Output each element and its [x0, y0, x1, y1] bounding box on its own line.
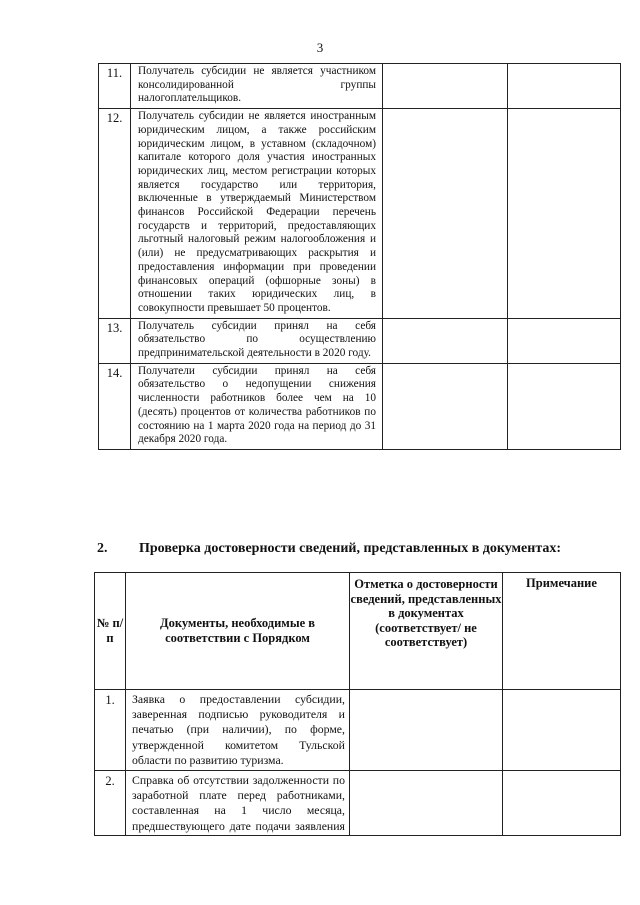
empty-cell — [350, 690, 503, 771]
section-heading — [97, 541, 561, 557]
table-row — [99, 109, 621, 319]
table-row — [99, 363, 621, 449]
page-number: 3 — [316, 40, 324, 55]
row-number: 12. — [99, 109, 131, 319]
section-number: 2. — [97, 541, 108, 556]
empty-cell — [508, 64, 621, 109]
documents-table — [94, 572, 621, 836]
empty-cell — [508, 109, 621, 319]
page-bottom-margin — [0, 836, 640, 905]
empty-cell — [383, 363, 508, 449]
empty-cell — [503, 771, 621, 836]
empty-cell — [383, 64, 508, 109]
row-text-cell — [126, 771, 350, 836]
row-number: 11. — [99, 64, 131, 109]
row-text: Получатель субсидии принял на себя обязательство по осуществлению предпринимательской деятельности в 2020 году. — [131, 318, 383, 363]
table-row — [95, 771, 621, 836]
table-row — [95, 690, 621, 771]
header-number: № п/п — [95, 573, 126, 690]
empty-cell — [383, 109, 508, 319]
empty-cell — [508, 318, 621, 363]
conditions-table — [98, 63, 621, 450]
table-row — [99, 318, 621, 363]
row-number: 14. — [99, 363, 131, 449]
empty-cell — [383, 318, 508, 363]
header-note: Примечание — [503, 573, 621, 690]
row-number: 2. — [95, 771, 126, 836]
table-row — [99, 64, 621, 109]
empty-cell — [508, 363, 621, 449]
empty-cell — [350, 771, 503, 836]
row-text: Получатель субсидии не является участником консолидированной группы налогоплательщиков. — [131, 64, 383, 109]
row-text: Заявка о предоставлении субсидии, заверенная подписью руководителя и печатью (при наличии), по форме, утвержденной комитетом Тульской области по развитию туризма. — [126, 690, 350, 771]
row-number: 13. — [99, 318, 131, 363]
header-mark: Отметка о достоверности сведений, представленных в документах (соответствует/ не соответствует) — [350, 573, 503, 690]
row-text: Получатели субсидии принял на себя обязательство о недопущении снижения численности работников более чем на 10 (десять) процентов от количества работников по состоянию на 1 марта 2020 года на период до 31 декабря 2020 года. — [131, 363, 383, 449]
row-text: Справка об отсутствии задолженности по заработной плате перед работниками, составленная на 1 число месяца, предшествующего дате подачи заявления — [132, 773, 345, 833]
header-row — [95, 573, 621, 690]
header-documents: Документы, необходимые в соответствии с Порядком — [126, 573, 350, 690]
row-text: Получатель субсидии не является иностранным юридическим лицом, а также российским юридическим лицом, в уставном (складочном) капитале которого доля участия иностранных юридических лиц, местом регистрации которых является государство или территория, включенные в утверждаемый Министерством финансов Российской Федерации перечень государств и территорий, предоставляющих льготный налоговый режим налогообложения и (или) не предусматривающих раскрытия и предоставления информации при проведении финансовых операций (офшорные зоны) в отношении таких юридических лиц, в совокупности превышает 50 процентов. — [131, 109, 383, 319]
section-title: Проверка достоверности сведений, представленных в документах: — [139, 541, 562, 556]
empty-cell — [503, 690, 621, 771]
row-number: 1. — [95, 690, 126, 771]
